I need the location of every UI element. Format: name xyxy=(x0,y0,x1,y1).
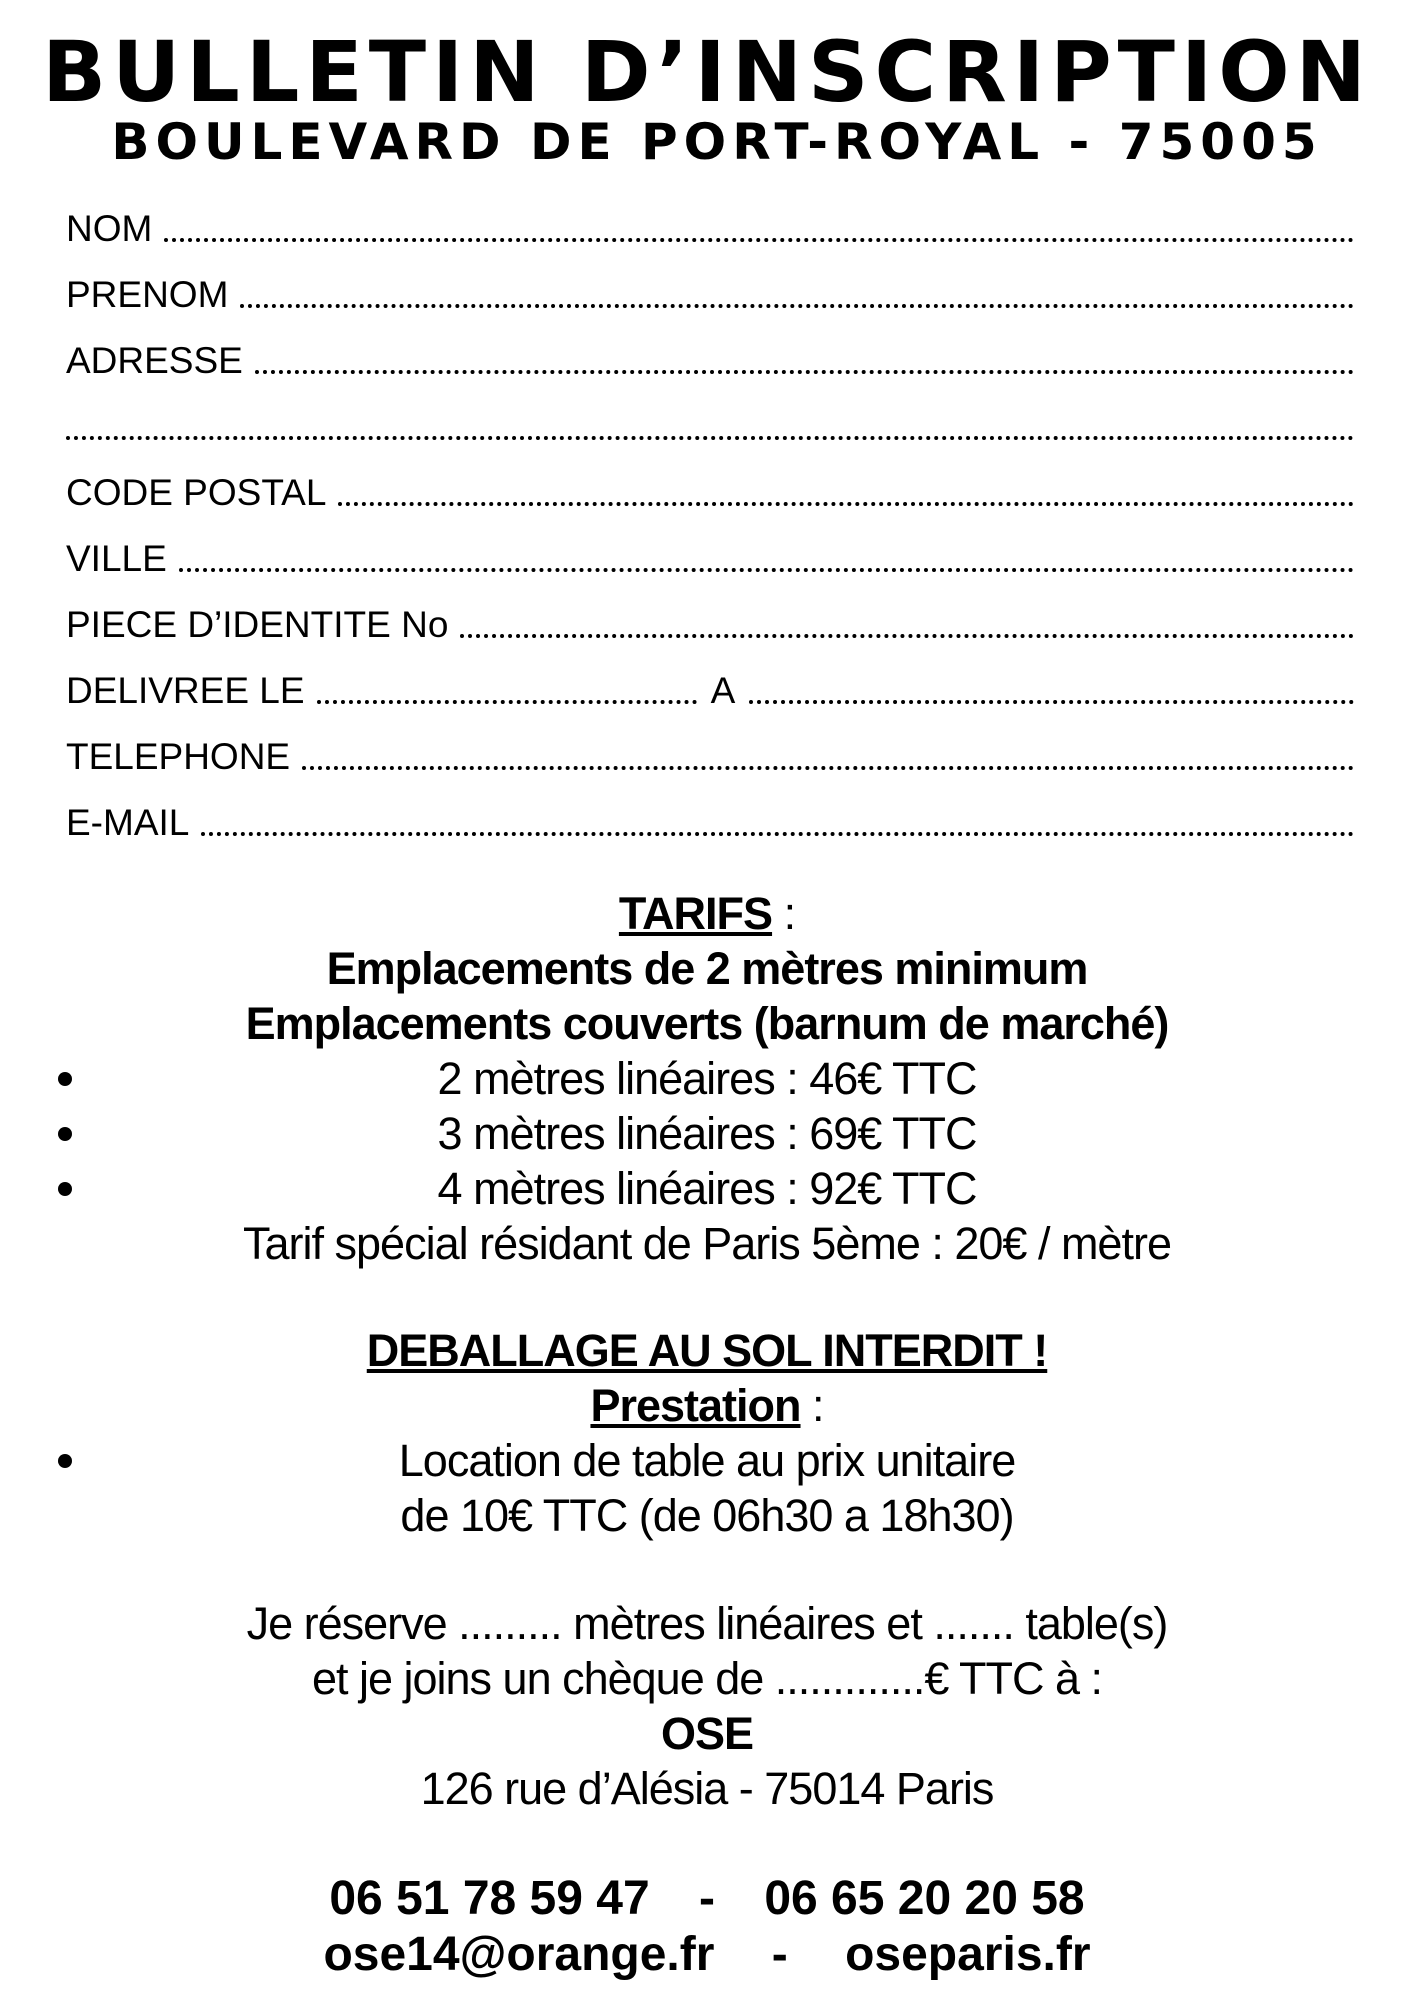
field-label-telephone: TELEPHONE xyxy=(66,736,291,777)
fill-line-delivree-lieu[interactable] xyxy=(749,700,1354,704)
tarif-item-2: 3 mètres linéaires : 69€ TTC xyxy=(437,1108,977,1159)
tarifs-heading: TARIFS xyxy=(618,888,773,939)
fill-line-piece-identite[interactable] xyxy=(460,634,1354,638)
field-prenom xyxy=(66,260,1354,326)
prestation-line-2: de 10€ TTC (de 06h30 a 18h30) xyxy=(400,1490,1014,1541)
field-label-ville: VILLE xyxy=(66,538,167,579)
fill-line-prenom[interactable] xyxy=(240,304,1354,308)
field-label-piece-identite: PIECE D’IDENTITE No xyxy=(66,604,449,645)
field-label-a: A xyxy=(710,670,736,711)
field-email xyxy=(66,788,1354,854)
field-telephone xyxy=(66,722,1354,788)
prestation-line-1: Location de table au prix unitaire xyxy=(398,1435,1016,1486)
phone-1[interactable]: 06 51 78 59 47 xyxy=(329,1872,650,1925)
field-label-adresse: ADRESSE xyxy=(66,340,243,381)
contact-email[interactable]: ose14@orange.fr xyxy=(323,1928,715,1981)
fill-line-code-postal[interactable] xyxy=(338,502,1354,506)
contact-website[interactable]: oseparis.fr xyxy=(845,1928,1091,1981)
contact-separator: - xyxy=(771,1928,788,1981)
field-adresse xyxy=(66,326,1354,392)
tarif-item-1: 2 mètres linéaires : 46€ TTC xyxy=(437,1053,977,1104)
contact-online xyxy=(0,1926,1414,1984)
fill-line-ville[interactable] xyxy=(179,568,1354,572)
field-nom xyxy=(66,194,1354,260)
tarif-special: Tarif spécial résidant de Paris 5ème : 20€ / mètre xyxy=(243,1218,1171,1269)
fill-line-telephone[interactable] xyxy=(302,766,1354,770)
fill-line-nom[interactable] xyxy=(164,238,1354,242)
field-label-nom: NOM xyxy=(66,208,153,249)
reservation-line-2: et je joins un chèque de .............€ TTC à : xyxy=(311,1653,1103,1704)
fill-line-delivree-date[interactable] xyxy=(317,700,697,704)
registration-form xyxy=(66,194,1354,854)
contact-phones xyxy=(0,1870,1414,1928)
prestation-heading-line xyxy=(0,1378,1414,1433)
field-label-email: E-MAIL xyxy=(66,802,190,843)
reservation-line-1: Je réserve ......... mètres linéaires et ....... table(s) xyxy=(246,1598,1168,1649)
tarifs-colon: : xyxy=(772,888,796,939)
field-code-postal xyxy=(66,458,1354,524)
prestation-heading: Prestation xyxy=(590,1380,801,1431)
organization-name: OSE xyxy=(660,1708,754,1759)
field-ville xyxy=(66,524,1354,590)
tarifs-line-1: Emplacements de 2 mètres minimum xyxy=(326,943,1088,994)
tarifs-heading-line xyxy=(0,886,1414,941)
field-delivree xyxy=(66,656,1354,722)
prestation-colon: : xyxy=(800,1380,824,1431)
document-subtitle: BOULEVARD DE PORT-ROYAL - 75005 xyxy=(111,113,1323,171)
deballage-warning: DEBALLAGE AU SOL INTERDIT ! xyxy=(366,1325,1048,1376)
tarifs-line-2: Emplacements couverts (barnum de marché) xyxy=(245,998,1169,1049)
document-title: BULLETIN D’INSCRIPTION xyxy=(42,23,1372,121)
tarif-item-3: 4 mètres linéaires : 92€ TTC xyxy=(437,1163,977,1214)
field-piece-identite xyxy=(66,590,1354,656)
contact-separator: - xyxy=(699,1872,715,1925)
phone-2[interactable]: 06 65 20 20 58 xyxy=(764,1872,1085,1925)
fill-line-adresse[interactable] xyxy=(255,370,1354,374)
field-label-delivree: DELIVREE LE xyxy=(66,670,305,711)
organization-address: 126 rue d’Alésia - 75014 Paris xyxy=(420,1763,994,1814)
field-label-code-postal: CODE POSTAL xyxy=(66,472,327,513)
field-label-prenom: PRENOM xyxy=(66,274,229,315)
field-adresse-2 xyxy=(66,392,1354,458)
fill-line-email[interactable] xyxy=(201,832,1354,836)
fill-line-adresse-2[interactable] xyxy=(66,436,1354,440)
